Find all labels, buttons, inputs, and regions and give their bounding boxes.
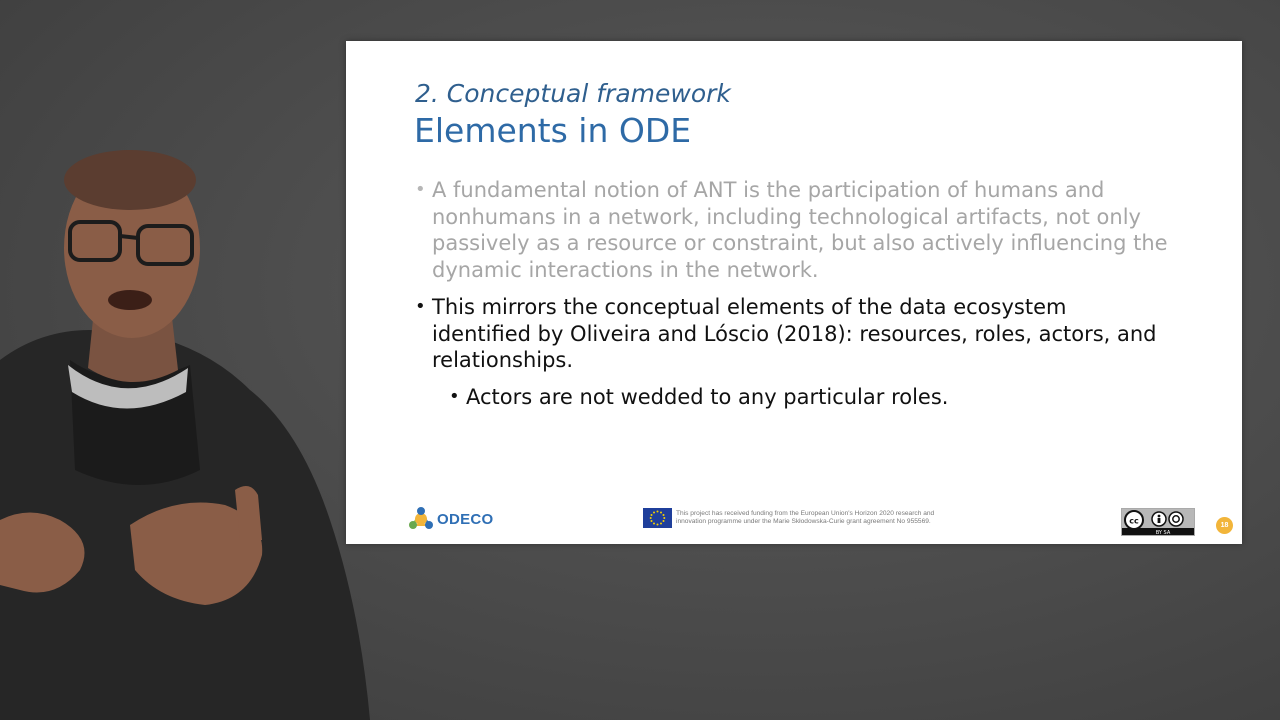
bullet-dot-icon: • <box>415 179 426 200</box>
bullet-item <box>415 177 1202 283</box>
page-number-badge: 18 <box>1216 517 1233 534</box>
presenter-video <box>0 0 380 720</box>
bullet-line: nonhumans in a network, including technological artifacts, not only <box>432 204 1141 229</box>
bullet-dot-icon: • <box>449 386 460 407</box>
bullet-line: relationships. <box>432 348 574 372</box>
cc-by-sa-icon <box>1122 509 1194 535</box>
bullet-line: A fundamental notion of ANT is the participation of humans and <box>432 178 1105 202</box>
bullet-line: passively as a resource or constraint, but also actively influencing the <box>432 231 1168 255</box>
eu-flag-icon <box>643 508 672 528</box>
sub-bullet-item <box>449 384 1166 411</box>
bullet-line: identified by Oliveira and Lóscio (2018): resources, roles, actors, and <box>432 321 1157 346</box>
bullet-line: Actors are not wedded to any particular roles. <box>466 385 949 409</box>
logo-text: ODECO <box>437 510 494 528</box>
svg-text:cc: cc <box>1129 516 1139 526</box>
odeco-logo <box>408 506 494 532</box>
odeco-network-icon <box>408 506 434 532</box>
cc-license-badge <box>1121 508 1195 536</box>
bullet-line: This mirrors the conceptual elements of the data ecosystem <box>432 295 1067 319</box>
slide-title: Elements in ODE <box>414 111 692 150</box>
eu-funding-text: innovation programme under the Marie Skłodowska-Curie grant agreement No 955569. <box>676 518 931 525</box>
bullet-line: dynamic interactions in the network. <box>432 257 819 282</box>
section-title: 2. Conceptual framework <box>415 79 731 108</box>
cc-license-label: BY SA <box>1155 530 1171 535</box>
eu-funding-text: This project has received funding from the European Union's Horizon 2020 research and <box>676 510 935 517</box>
presentation-slide <box>346 41 1242 544</box>
bullet-dot-icon: • <box>415 296 426 317</box>
bullet-item <box>415 294 1202 374</box>
eu-funding-notice <box>643 508 934 528</box>
